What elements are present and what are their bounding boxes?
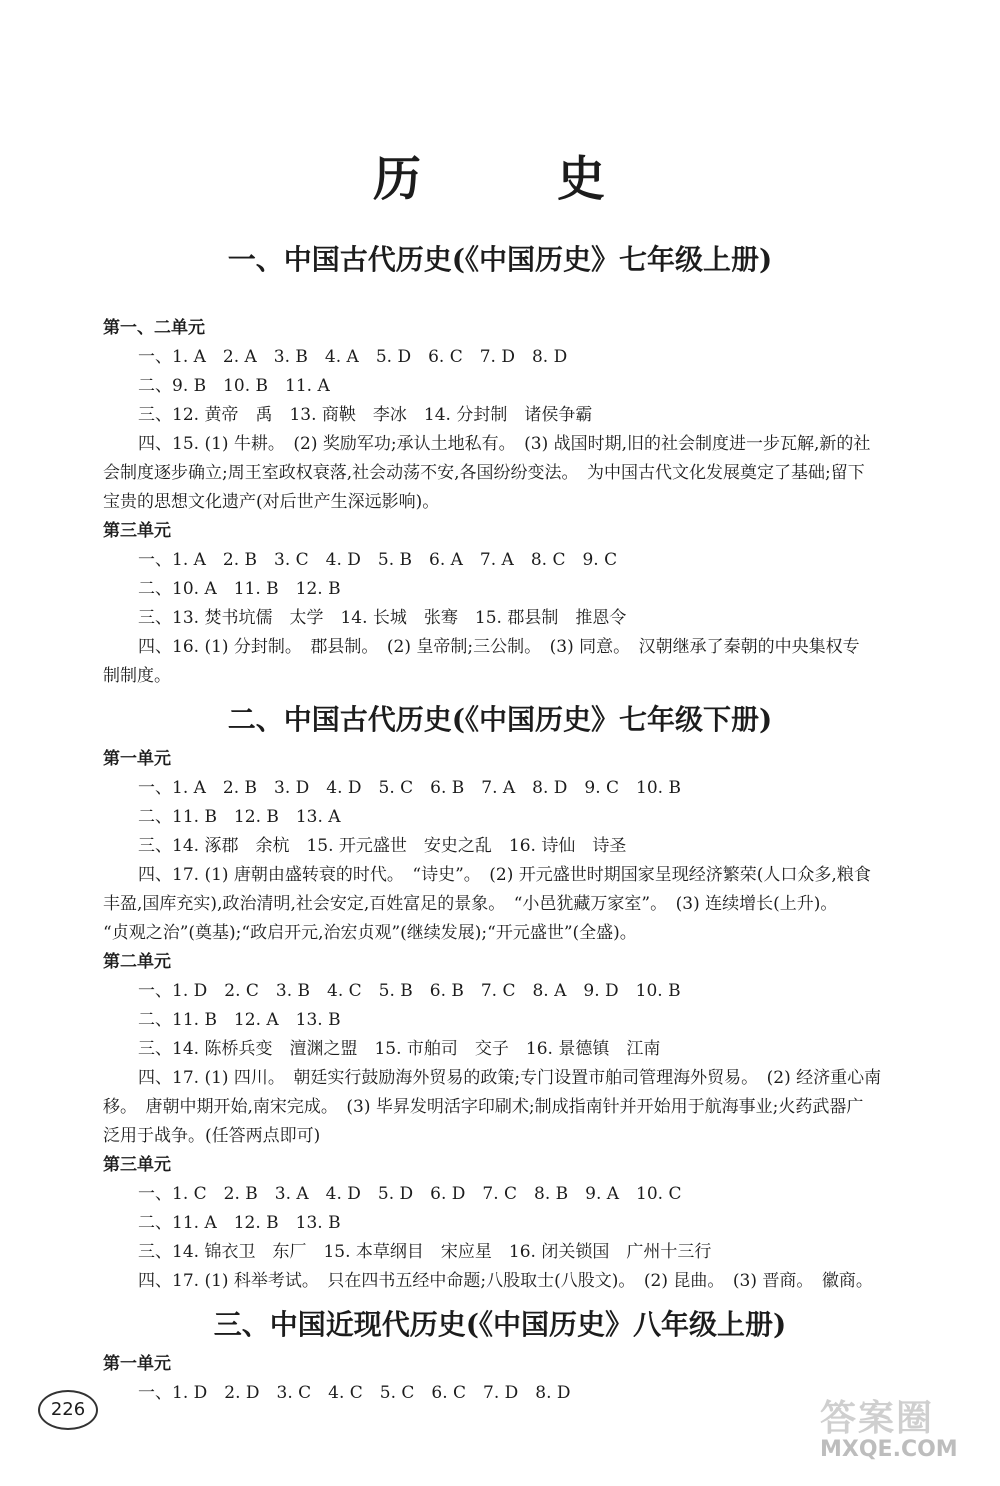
answer-line: 会制度逐步确立;周王室政权衰落,社会动荡不安,各国纷纷变法。 为中国古代文化发展奠定了基础;留下 [103,463,865,483]
unit-heading: 第三单元 [103,1155,171,1175]
answer-line: 三、14. 涿郡 余杭 15. 开元盛世 安史之乱 16. 诗仙 诗圣 [138,836,627,856]
answer-line: 一、1. A 2. A 3. B 4. A 5. D 6. C 7. D 8. D [138,347,568,367]
answer-line: 制制度。 [103,666,171,686]
answer-line: 一、1. D 2. C 3. B 4. C 5. B 6. B 7. C 8. A 9. D 10. B [138,981,681,1001]
unit-heading: 第一、二单元 [103,318,205,338]
answer-line: 二、10. A 11. B 12. B [138,579,341,599]
answer-line: 宝贵的思想文化遗产(对后世产生深远影响)。 [103,492,440,512]
answer-line: “贞观之治”(奠基);“政启开元,治宏贞观”(继续发展);“开元盛世”(全盛)。 [103,923,637,943]
unit-heading: 第二单元 [103,952,171,972]
answer-line: 三、13. 焚书坑儒 太学 14. 长城 张骞 15. 郡县制 推恩令 [138,608,627,628]
answer-line: 四、17. (1) 四川。 朝廷实行鼓励海外贸易的政策;专门设置市舶司管理海外贸易。 (2) 经济重心南 [138,1068,882,1088]
watermark-logo [820,1390,990,1462]
answer-line: 四、17. (1) 唐朝由盛转衰的时代。 “诗史”。 (2) 开元盛世时期国家呈现经济繁荣(人口众多,粮食 [138,865,871,885]
unit-heading: 第一单元 [103,749,171,769]
answer-line: 一、1. A 2. B 3. D 4. D 5. C 6. B 7. A 8. D 9. C 10. B [138,778,681,798]
answer-line: 一、1. A 2. B 3. C 4. D 5. B 6. A 7. A 8. C 9. C [138,550,618,570]
answer-line: 四、16. (1) 分封制。 郡县制。 (2) 皇帝制;三公制。 (3) 同意。 汉朝继承了秦朝的中央集权专 [138,637,860,657]
answer-line: 泛用于战争。(任答两点即可) [103,1126,321,1146]
answer-line: 移。 唐朝中期开始,南宋完成。 (3) 毕昇发明活字印刷术;制成指南针并开始用于航海事业;火药武器广 [103,1097,864,1117]
answer-line: 二、11. B 12. B 13. A [138,807,341,827]
answer-line: 二、11. B 12. A 13. B [138,1010,341,1030]
answer-line: 三、14. 锦衣卫 东厂 15. 本草纲目 宋应星 16. 闭关锁国 广州十三行 [138,1242,712,1262]
section-heading: 三、中国近现代历史(《中国历史》八年级上册) [213,1308,787,1341]
page-title: 历 史 [372,151,649,207]
watermark-text: 答案圈 [820,1398,935,1439]
watermark-url: MXQE.COM [820,1437,958,1462]
section-heading: 二、中国古代历史(《中国历史》七年级下册) [227,703,773,736]
answer-line: 一、1. D 2. D 3. C 4. C 5. C 6. C 7. D 8. D [138,1383,571,1403]
answer-line: 二、9. B 10. B 11. A [138,376,330,396]
section-heading: 一、中国古代历史(《中国历史》七年级上册) [227,243,773,276]
answer-line: 四、17. (1) 科举考试。 只在四书五经中命题;八股取士(八股文)。 (2) 昆曲。 (3) 晋商。 徽商。 [138,1271,873,1291]
answer-line: 二、11. A 12. B 13. B [138,1213,341,1233]
page-number: 226 [38,1390,98,1430]
unit-heading: 第三单元 [103,521,171,541]
answer-line: 三、12. 黄帝 禹 13. 商鞅 李冰 14. 分封制 诸侯争霸 [138,405,593,425]
answer-line: 一、1. C 2. B 3. A 4. D 5. D 6. D 7. C 8. B 9. A 10. C [138,1184,682,1204]
answer-line: 四、15. (1) 牛耕。 (2) 奖励军功;承认土地私有。 (3) 战国时期,旧的社会制度进一步瓦解,新的社 [138,434,871,454]
answer-line: 三、14. 陈桥兵变 澶渊之盟 15. 市舶司 交子 16. 景德镇 江南 [138,1039,661,1059]
unit-heading: 第一单元 [103,1354,171,1374]
answer-line: 丰盈,国库充实),政治清明,社会安定,百姓富足的景象。 “小邑犹藏万家室”。 (3) 连续增长(上升)。 [103,894,838,914]
